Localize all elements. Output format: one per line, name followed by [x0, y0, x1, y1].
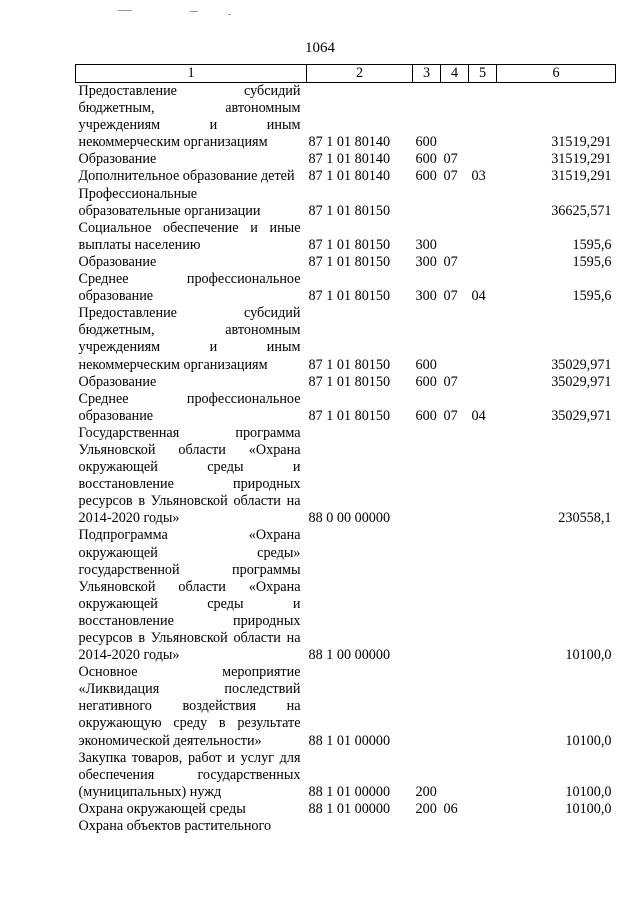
- row-description: Предоставление субсидий бюджетным, автономным учреждениям и иным некоммерческим организациям: [78, 83, 301, 151]
- row-description: Социальное обеспечение и иные выплаты населению: [78, 219, 301, 253]
- row-code: 87 1 01 80150: [308, 407, 391, 424]
- scan-speck: [228, 14, 231, 15]
- row-description: Среднее профессиональное образование: [78, 390, 301, 424]
- row-col5: [469, 425, 497, 528]
- row-col5: [469, 750, 497, 801]
- row-col4: [441, 186, 469, 220]
- table-row: [76, 271, 616, 305]
- row-description: Предоставление субсидий бюджетным, автономным учреждениям и иным некоммерческим организациям: [78, 305, 301, 373]
- row-amount: 10100,0: [565, 732, 612, 749]
- row-amount: 230558,1: [558, 510, 612, 527]
- row-code: 87 1 01 80150: [308, 236, 391, 253]
- row-col4: 07: [443, 288, 458, 305]
- column-header-6: 6: [497, 65, 616, 83]
- row-amount: 31519,291: [551, 151, 612, 168]
- row-col5: [469, 83, 497, 152]
- row-description: Охрана объектов растительного: [78, 818, 272, 835]
- row-code: 87 1 01 80150: [308, 373, 391, 390]
- row-col5: 04: [471, 288, 486, 305]
- row-code: 88 1 00 00000: [308, 647, 391, 664]
- row-col4: [441, 220, 469, 254]
- column-header-1: 1: [76, 65, 307, 83]
- row-description: Охрана окружающей среды: [78, 800, 246, 817]
- row-description: Дополнительное образование детей: [78, 168, 295, 185]
- row-col3: [413, 818, 441, 835]
- row-code: 87 1 01 80150: [308, 356, 391, 373]
- row-col3: 600: [415, 356, 437, 373]
- row-col4: 07: [443, 253, 458, 270]
- row-col4: 07: [443, 373, 458, 390]
- row-code: 88 1 01 00000: [308, 783, 391, 800]
- table-row: [76, 664, 616, 749]
- row-code: [307, 818, 413, 835]
- column-header-4: 4: [441, 65, 469, 83]
- row-col3: [413, 186, 441, 220]
- row-code: 88 1 01 00000: [308, 732, 391, 749]
- row-code: 88 0 00 00000: [308, 510, 391, 527]
- row-col3: 600: [415, 373, 437, 390]
- row-col4: [441, 425, 469, 528]
- table-row: [76, 83, 616, 152]
- table-row: [76, 818, 616, 835]
- row-code: 87 1 01 80150: [308, 253, 391, 270]
- row-col3: [413, 664, 441, 749]
- row-description: Основное мероприятие «Ликвидация последствий негативного воздействия на окружающую среду в результате экономической деятельности»: [78, 664, 301, 749]
- row-code: 88 1 01 00000: [308, 800, 391, 817]
- row-col5: [469, 801, 497, 818]
- row-col4: [441, 818, 469, 835]
- row-amount: 10100,0: [565, 783, 612, 800]
- column-header-5: 5: [469, 65, 497, 83]
- row-description: Среднее профессиональное образование: [78, 271, 301, 305]
- table-row: [76, 425, 616, 528]
- table-row: [76, 220, 616, 254]
- row-col4: [441, 527, 469, 664]
- row-description: Закупка товаров, работ и услуг для обеспечения государственных (муниципальных) нужд: [78, 749, 301, 800]
- row-amount: 31519,291: [551, 168, 612, 185]
- row-col4: 07: [443, 168, 458, 185]
- row-col5: [469, 527, 497, 664]
- header-row: [76, 65, 616, 83]
- row-col5: [469, 305, 497, 373]
- row-col5: [469, 220, 497, 254]
- row-amount: 35029,971: [551, 356, 612, 373]
- scan-speck: [118, 10, 132, 11]
- row-code: 87 1 01 80150: [308, 288, 391, 305]
- row-col5: [469, 818, 497, 835]
- budget-table: [75, 64, 616, 835]
- row-col4: 07: [443, 407, 458, 424]
- row-col3: 200: [415, 800, 437, 817]
- row-code: 87 1 01 80140: [308, 151, 391, 168]
- row-col3: 600: [415, 407, 437, 424]
- row-description: Профессиональные образовательные организации: [78, 185, 261, 219]
- page-number: 1064: [305, 40, 335, 56]
- row-col5: [469, 374, 497, 391]
- row-col5: [469, 254, 497, 271]
- row-amount: 35029,971: [551, 373, 612, 390]
- row-description: Подпрограмма «Охрана окружающей среды» государственной программы Ульяновской области «Охрана окружающей среды и восстановление природных ресурсов в Ульяновской области на 2014-2020 годы»: [78, 527, 301, 664]
- table-row: [76, 374, 616, 391]
- row-col3: [413, 425, 441, 528]
- row-description: Образование: [78, 151, 157, 168]
- row-code: 87 1 01 80140: [308, 168, 391, 185]
- row-col4: [441, 305, 469, 373]
- row-col3: 600: [415, 134, 437, 151]
- table-row: [76, 750, 616, 801]
- row-col4: 07: [443, 151, 458, 168]
- row-col4: 06: [443, 800, 458, 817]
- row-col3: 200: [415, 783, 437, 800]
- row-amount: 10100,0: [565, 647, 612, 664]
- table-row: [76, 801, 616, 818]
- row-col3: 600: [415, 151, 437, 168]
- row-description: Образование: [78, 253, 157, 270]
- row-amount: 1595,6: [572, 288, 612, 305]
- row-col5: 03: [471, 168, 486, 185]
- row-amount: [497, 818, 616, 835]
- column-header-3: 3: [413, 65, 441, 83]
- row-col3: 300: [415, 253, 437, 270]
- scan-speck: [190, 11, 198, 12]
- row-col4: [441, 750, 469, 801]
- row-col3: 300: [415, 236, 437, 253]
- row-description: Образование: [78, 373, 157, 390]
- row-amount: 36625,571: [551, 202, 612, 219]
- row-col5: [469, 151, 497, 168]
- row-col3: [413, 527, 441, 664]
- table-row: [76, 391, 616, 425]
- table-row: [76, 151, 616, 168]
- table-row: [76, 305, 616, 373]
- row-amount: 1595,6: [572, 236, 612, 253]
- row-col5: 04: [471, 407, 486, 424]
- row-description: Государственная программа Ульяновской области «Охрана окружающей среды и восстановление природных ресурсов в Ульяновской области на 2014-2020 годы»: [78, 424, 301, 527]
- row-amount: 10100,0: [565, 800, 612, 817]
- table-row: [76, 527, 616, 664]
- table-row: [76, 186, 616, 220]
- row-amount: 31519,291: [551, 134, 612, 151]
- row-col5: [469, 664, 497, 749]
- row-col3: 600: [415, 168, 437, 185]
- row-col5: [469, 186, 497, 220]
- table-row: [76, 168, 616, 185]
- row-amount: 1595,6: [572, 253, 612, 270]
- table-row: [76, 254, 616, 271]
- column-header-2: 2: [307, 65, 413, 83]
- row-col4: [441, 664, 469, 749]
- row-col4: [441, 83, 469, 152]
- row-code: 87 1 01 80150: [308, 202, 391, 219]
- row-code: 87 1 01 80140: [308, 134, 391, 151]
- row-amount: 35029,971: [551, 407, 612, 424]
- row-col3: 300: [415, 288, 437, 305]
